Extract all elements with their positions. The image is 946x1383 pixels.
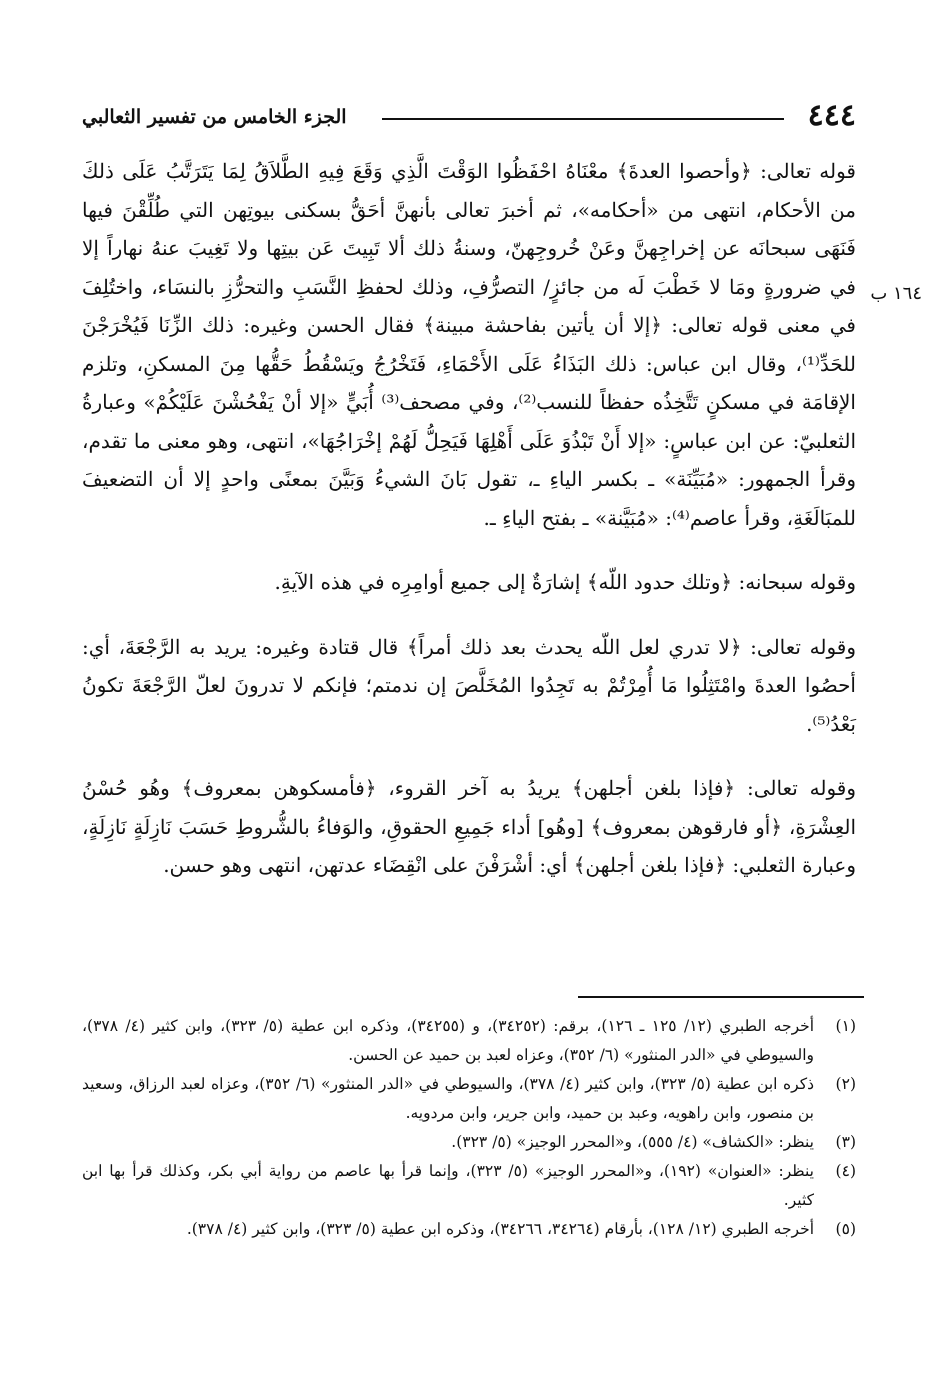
footnote-number: (١)	[835, 1017, 856, 1035]
footnote-text: ذكره ابن عطية (٥/ ٣٢٣)، وابن كثير (٤/ ٣٧٨)، والسيوطي في «الدر المنثور» (٦/ ٣٥٢)، وعزاه لعبد الرزاق، وسعيد بن منصور، وابن راهويه، وعبد بن حميد، وابن جرير، وابن مردويه.	[82, 1075, 814, 1122]
footnote-number: (٢)	[835, 1075, 856, 1093]
paragraph-3: وقوله تعالى: ﴿لا تدري لعل اللّه يحدث بعد ذلك أمراً﴾ قال قتادة وغيره: يريد به الرَّجْعَةَ، أي: أحصُوا العدةَ وامْتَثِلُوا مَا أُمِرْتُمْ به تَجِدُوا المُخَلَّصَ إن ندمتم؛ فإنكم لا تدرونَ لعلّ الرَّجْعَةَ تكونُ بَعْدُ⁽⁵⁾.	[82, 634, 856, 736]
footnote-number: (٤)	[835, 1162, 856, 1180]
footnote-number: (٣)	[835, 1133, 856, 1151]
footnote-3	[82, 1128, 856, 1157]
footnote-text: ينظر: «العنوان» (١٩٢)، و«المحرر الوجيز» (٥/ ٣٢٣)، وإنما قرأ بها عاصم من رواية أبي بكر، وكذلك قرأ بها ابن كثير.	[82, 1162, 814, 1209]
running-header	[82, 100, 856, 140]
footnote-2	[82, 1070, 856, 1128]
paragraph-4: وقوله تعالى: ﴿فإذا بلغن أجلهن﴾ يريدُ به آخر القروء، ﴿فأمسكوهن بمعروف﴾ وهُو حُسْنُ العِشْرَةِ، ﴿أو فارقوهن بمعروف﴾ [وهُو] أداء جَمِيعِ الحقوقِ، والوَفاءُ بالشُّروطِ حَسَبَ نَازِلَةٍ نَازِلَةٍ، وعبارة الثعلبي: ﴿فإذا بلغن أجلهن﴾ أي: أشْرَفْنَ على انْقِضَاء عدتهن، انتهى وهو حسن.	[82, 776, 856, 877]
footnote-text: أخرجه الطبري (١٢/ ١٢٥ ـ ١٢٦)، برقم: (٣٤٢٥٢)، و (٣٤٢٥٥)، وذكره ابن عطية (٥/ ٣٢٣)، وابن كثير (٤/ ٣٧٨)، والسيوطي في «الدر المنثور» (٦/ ٣٥٢)، وعزاه لعبد بن حميد عن الحسن.	[82, 1017, 815, 1064]
footnotes	[82, 1012, 856, 1244]
manuscript-folio-note: ١٦٤ ب	[870, 283, 922, 304]
footnote-separator	[578, 996, 864, 998]
footnote-text: ينظر: «الكشاف» (٤/ ٥٥٥)، و«المحرر الوجيز» (٥/ ٣٢٣).	[451, 1133, 814, 1151]
footnote-number: (٥)	[835, 1220, 856, 1238]
footnote-5	[82, 1215, 856, 1244]
footnote-text: أخرجه الطبري (١٢/ ١٢٨)، بأرقام (٣٤٢٦٤، ٣٤٢٦٦)، وذكره ابن عطية (٥/ ٣٢٣)، وابن كثير (٤/ ٣٧٨).	[186, 1220, 814, 1238]
paragraph-1: قوله تعالى: ﴿وأحصوا العدةَ﴾ معْنَاهُ احْفَظُوا الوَقْتَ الَّذِي وَقَعَ فِيهِ الطَّلاَقُ لِمَا يَتَرَتَّبُ عَلَى ذلكَ من الأحكام، انتهى من «أحكامه»، ثم أخبرَ تعالى بأنهنَّ أحَقُّ بسكنى بيوتِهن التي طُلِّقْنَ فيها فَنَهَى سبحانَه عن إخراجِهنَّ وعَنْ خُروجِهنّ، وسنةُ ذلك ألا تَبِيتَ عَن بيتِها ولا تَغِيبَ عنهُ نهاراً إلا في ضرورةٍ ومَا لا خَطْبَ لَه من جائزٍ/ التصرُّفِ، وذلك لحفظِ النَّسَبِ والتحرُّزِ بالنسَاء، واختُلِفَ في معنى قوله تعالى: ﴿إلا أن يأتين بفاحشة مبينة﴾ فقال الحسن وغيره: ذلك الزِّنَا فَيُخْرَجْنَ للحَدِّ⁽¹⁾، وقال ابن عباس: ذلك البَذَاءُ عَلَى الأَحْمَاءِ، فَتَخْرُجُ ويَسْقُطُ حَقُّها مِنَ المسكنِ، وتلزم الإقامَة في مسكنٍ تَتَّخِذُه حفظاً للنسب⁽²⁾، وفي مصحف⁽³⁾ أُبَيٍّ «إلا أنْ يَفْحُشْنَ عَلَيْكُمْ» وعبارةُ الثعلبيّ: عن ابن عباسٍ: «إلا أَنْ تَبْذُوَ عَلَى أَهْلِهَا فَيَحِلُّ لَهُمْ إخْرَاجُهَا»، انتهى، وهو معنى ما تقدم، وقرأ الجمهور: «مُبَيِّنَة» ـ بكسر الياءِ ـ، تقول بَانَ الشيءُ وَبَيَّنَ بمعنًى واحدٍ إلا أن التضعيفَ للمبَالَغَةِ، وقرأ عاصم⁽⁴⁾: «مُبَيَّنة» ـ بفتح الياءِ ـ.	[82, 159, 856, 530]
footnote-1	[82, 1012, 856, 1070]
footnote-4	[82, 1157, 856, 1215]
paragraph-2: وقوله سبحانه: ﴿وتلك حدود اللّه﴾ إشارَةٌ إلى جميع أوامِرِه في هذه الآيةِ.	[274, 570, 856, 594]
header-title: الجزء الخامس من تفسير الثعالبي	[82, 106, 347, 128]
page-number: ٤٤٤	[807, 98, 856, 133]
main-text	[82, 152, 856, 885]
header-rule	[382, 118, 784, 120]
